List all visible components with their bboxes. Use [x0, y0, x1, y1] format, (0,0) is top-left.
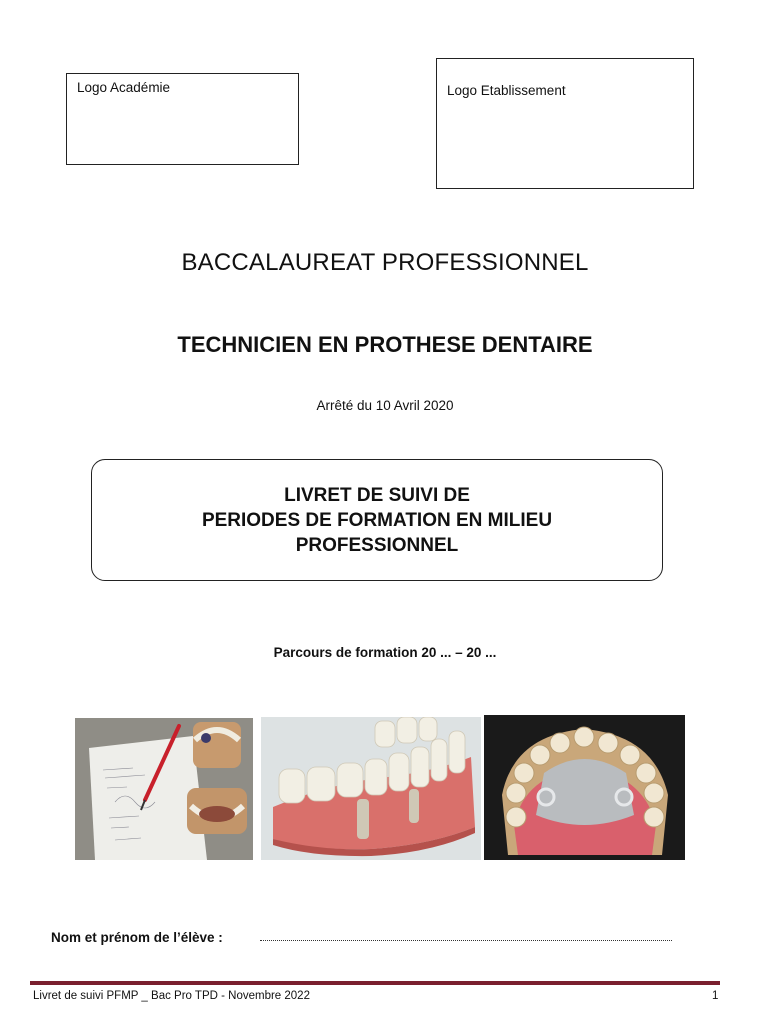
parcours-formation: Parcours de formation 20 ... – 20 ...: [273, 645, 497, 660]
student-name-field[interactable]: [260, 940, 672, 941]
photo-partial-denture: [484, 715, 685, 860]
partial-denture-illustration: [484, 715, 685, 860]
student-name-label: Nom et prénom de l’élève :: [51, 930, 223, 945]
dental-models-illustration: [75, 718, 253, 860]
logo-etablissement-label: Logo Etablissement: [447, 83, 566, 98]
diploma-title: BACCALAUREAT PROFESSIONNEL: [181, 249, 589, 276]
dental-bridge-illustration: [261, 717, 481, 860]
footer-page-number: 1: [712, 990, 719, 1002]
livret-line-2: PERIODES DE FORMATION EN MILIEU: [201, 509, 553, 531]
specialty-title: TECHNICIEN EN PROTHESE DENTAIRE: [177, 332, 593, 357]
livret-line-3: PROFESSIONNEL: [295, 534, 459, 556]
photo-dental-models-desk: [75, 718, 253, 860]
logo-academie-box: [66, 73, 299, 165]
livret-line-1: LIVRET DE SUIVI DE: [284, 484, 470, 506]
footer-divider: [30, 981, 720, 985]
decree-date: Arrêté du 10 Avril 2020: [316, 398, 454, 413]
footer-document-info: Livret de suivi PFMP _ Bac Pro TPD - Novembre 2022: [33, 990, 310, 1002]
photo-dental-bridge-render: [261, 717, 481, 860]
livret-title-box: [91, 459, 663, 581]
logo-academie-label: Logo Académie: [77, 80, 171, 95]
logo-etablissement-box: [436, 58, 694, 189]
